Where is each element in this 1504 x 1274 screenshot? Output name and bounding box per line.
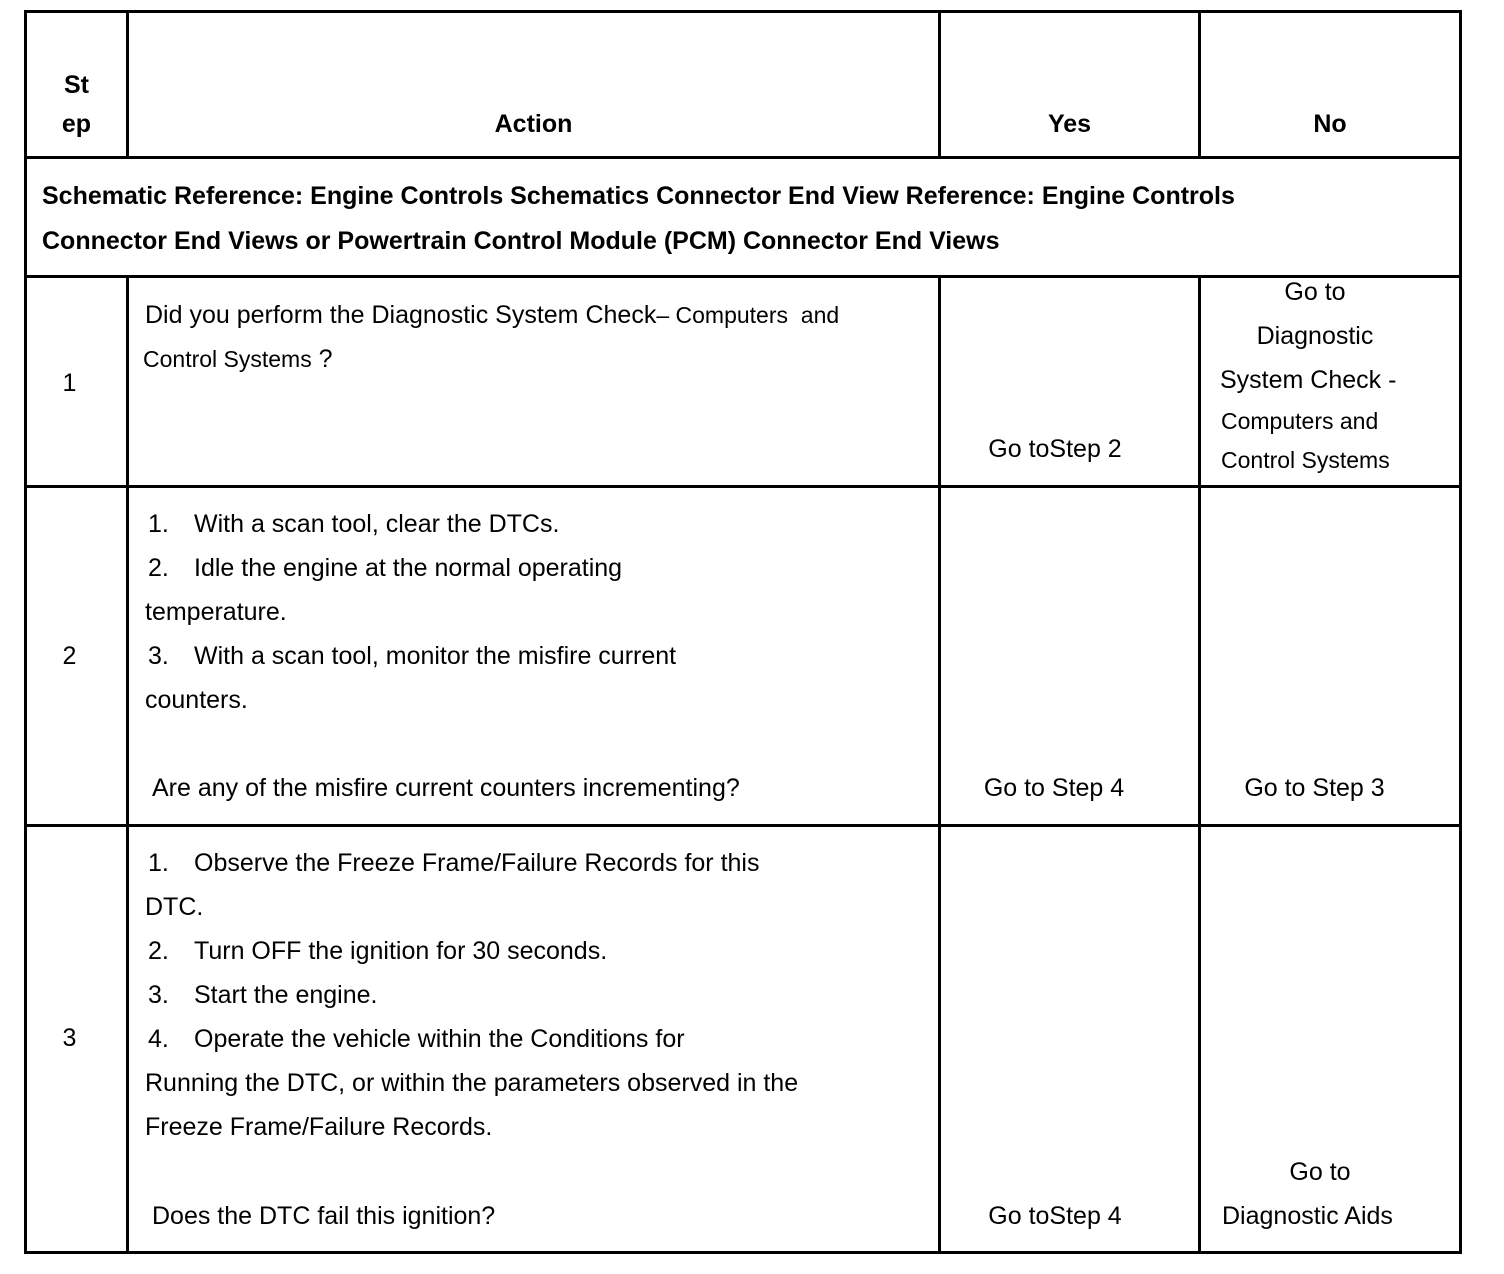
- rule-action-col-body: [938, 275, 941, 1254]
- row3-no-line2: Diagnostic Aids: [1222, 1202, 1393, 1230]
- schematic-reference: [42, 174, 1452, 264]
- row2-action-item3-cont: counters.: [145, 686, 248, 714]
- row1-no-line3: System Check -: [1220, 366, 1397, 394]
- row1-no: [1201, 270, 1459, 480]
- row2-question: Are any of the misfire current counters incrementing?: [152, 774, 740, 802]
- row2-yes: Go to Step 4: [983, 774, 1125, 802]
- row2-no: Go to Step 3: [1244, 774, 1385, 802]
- header-no: No: [1313, 110, 1347, 138]
- row1-step: 1: [62, 369, 77, 397]
- header-step-line1: St: [64, 71, 89, 99]
- rule-right: [1459, 10, 1462, 1254]
- row1-no-line4: Computers and: [1221, 408, 1379, 434]
- row2-action-item2: 2. Idle the engine at the normal operating: [148, 554, 623, 582]
- row1-no-line2: Diagnostic: [1256, 322, 1374, 350]
- row3-yes: Go toStep 4: [988, 1202, 1122, 1230]
- rule-row2-bottom: [24, 824, 1462, 827]
- rule-header-bottom: [24, 156, 1462, 159]
- row3-action-item4: 4. Operate the vehicle within the Conditions for: [148, 1025, 685, 1053]
- header-step-line2: ep: [61, 110, 92, 138]
- rule-left: [24, 10, 27, 1254]
- header-step: [27, 66, 126, 144]
- row2-step: 2: [62, 642, 77, 670]
- rule-bottom: [24, 1251, 1462, 1254]
- row1-no-line1: Go to: [1284, 278, 1346, 306]
- row1-action-line2: Control Systems ?: [143, 345, 333, 373]
- row3-action: [145, 841, 935, 1149]
- row1-action-line1: Did you perform the Diagnostic System Check– Computers and: [145, 301, 840, 329]
- row1-action: [145, 293, 935, 381]
- header-action: Action: [494, 110, 573, 138]
- row2-action-item3: 3. With a scan tool, monitor the misfire current: [148, 642, 677, 670]
- header-yes: Yes: [1047, 110, 1092, 138]
- row3-no-line1: Go to: [1289, 1158, 1351, 1186]
- row1-yes: Go toStep 2: [988, 435, 1122, 463]
- reference-line2: Connector End Views or Powertrain Control Module (PCM) Connector End Views: [42, 227, 1000, 255]
- rule-row1-bottom: [24, 485, 1462, 488]
- rule-top: [24, 10, 1462, 13]
- row2-action-item2-cont: temperature.: [145, 598, 287, 626]
- row2-action-item1: 1. With a scan tool, clear the DTCs.: [148, 510, 560, 538]
- row3-action-item1: 1. Observe the Freeze Frame/Failure Records for this: [148, 849, 760, 877]
- row1-no-line5: Control Systems: [1221, 447, 1390, 473]
- row3-step: 3: [62, 1024, 77, 1052]
- row3-question: Does the DTC fail this ignition?: [152, 1202, 496, 1230]
- row2-action: [145, 502, 935, 722]
- row3-action-item2: 2. Turn OFF the ignition for 30 seconds.: [148, 937, 608, 965]
- reference-line1: Schematic Reference: Engine Controls Schematics Connector End View Reference: Engine Controls: [42, 182, 1235, 210]
- row3-no: [1201, 1150, 1459, 1238]
- row3-action-item1-cont: DTC.: [145, 893, 204, 921]
- rule-step-col-body: [126, 275, 129, 1254]
- row3-action-item4-cont2: Freeze Frame/Failure Records.: [145, 1113, 493, 1141]
- row3-action-item3: 3. Start the engine.: [148, 981, 378, 1009]
- row3-action-item4-cont1: Running the DTC, or within the parameters observed in the: [145, 1069, 799, 1097]
